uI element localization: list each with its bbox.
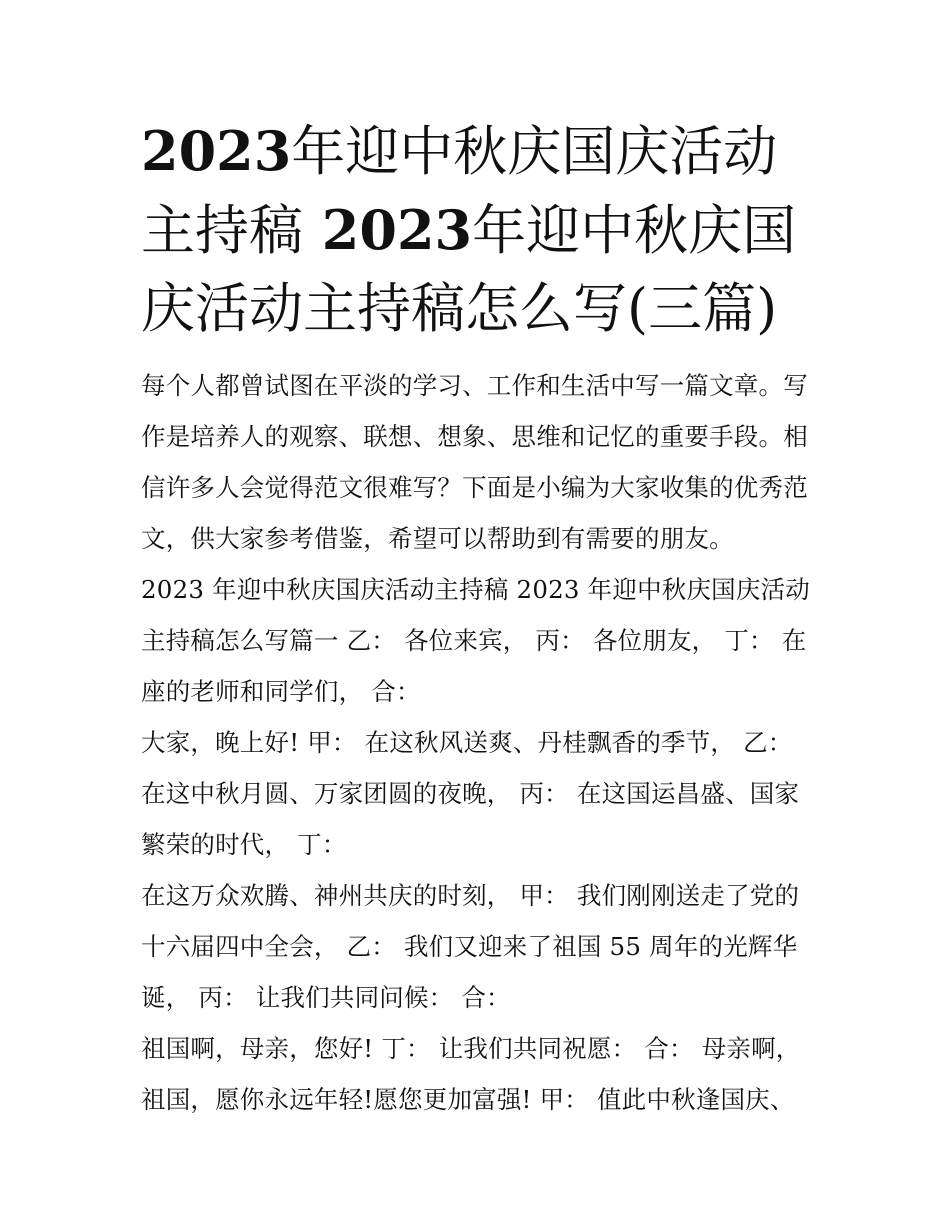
title-part: 年迎中秋庆国庆活动主持稿 — [141, 120, 778, 262]
title-part: 2023 — [303, 198, 473, 262]
document-body — [141, 360, 813, 1125]
title-part: 年迎中秋庆国庆活动主持稿怎么写(三篇) — [141, 199, 797, 340]
title-part: 2023 — [141, 119, 292, 183]
paragraph-wishes: 祖国啊，母亲，您好! 丁： 让我们共同祝愿： 合： 母亲啊，祖国，愿你永远年轻!愿您更加富强! 甲： 值此中秋逢国庆、 — [141, 1034, 801, 1114]
paragraph-greeting: 大家，晚上好! 甲： 在这秋风送爽、丹桂飘香的季节， 乙： 在这中秋月圆、万家团圆的夜晚， 丙： 在这国运昌盛、国家繁荣的时代， 丁： — [141, 728, 800, 859]
paragraph-intro: 每个人都曾试图在平淡的学习、工作和生活中写一篇文章。写作是培养人的观察、联想、想象、思维和记忆的重要手段。相信许多人会觉得范文很难写？下面是小编为大家收集的优秀范文，供大家参考借鉴，希望可以帮助到有需要的朋友。 — [141, 371, 808, 553]
paragraph-opening: 2023 年迎中秋庆国庆活动主持稿 2023 年迎中秋庆国庆活动主持稿怎么写篇一 乙： 各位来宾， 丙： 各位朋友， 丁： 在座的老师和同学们， 合： — [141, 575, 810, 706]
paragraph-celebration: 在这万众欢腾、神州共庆的时刻， 甲： 我们刚刚送走了党的十六届四中全会， 乙： 我们又迎来了祖国 55 周年的光辉华诞， 丙： 让我们共同问候： 合： — [141, 881, 800, 1012]
document-content — [141, 112, 813, 1125]
document-title — [141, 112, 813, 348]
